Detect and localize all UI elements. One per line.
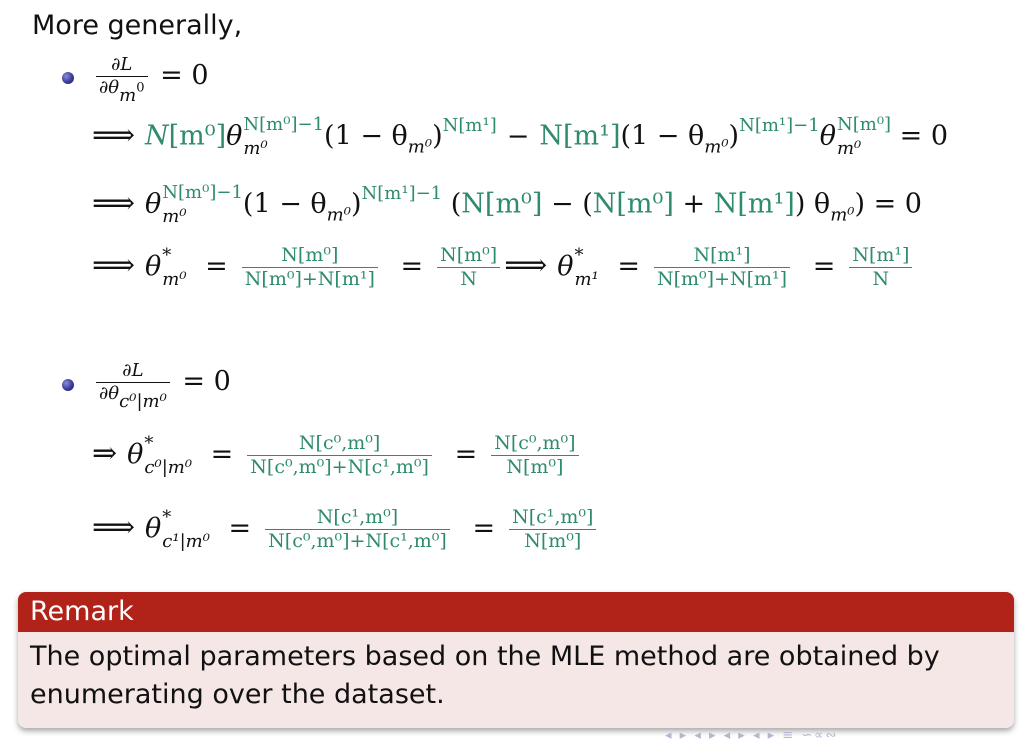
beamer-navigation-bar[interactable]: ◂ ▸ ◂ ▸ ◂ ▸ ◂ ▸ ≡ ∽∝∾ (665, 728, 839, 743)
equation-line-5: ⟹ θ * c¹|m⁰ = $\frac{\text{N[c¹,m⁰]}}{\text{N[c⁰,m⁰]+N[c¹,m⁰]}}$ = $\frac{\text{N[c¹,m⁰]}}{\text{N[m⁰]}}$ (92, 508, 600, 551)
equation-line-1: ⟹ N[m⁰]θ N[m⁰]−1 m⁰ $(1 - \theta_{m^0})^{N[m^1]} - N[m^1](1 - \theta_{m^0})^{N[m^1]-1}\theta$ N[m⁰] m⁰ = 0 (92, 114, 949, 159)
remark-title: Remark (18, 592, 1014, 632)
intro-text: More generally, (32, 10, 243, 41)
bullet-2 (62, 379, 74, 391)
equation-line-2: ⟹ θ N[m⁰]−1 m⁰ $(1 - \theta_{m^0})^{N[m^1]-1}$ (N[m⁰] − (N[m⁰] + N[m¹]) $\theta_{m^0}) = 0$ (92, 182, 922, 227)
remark-line-1: The optimal parameters based on the MLE method are obtained by (30, 641, 940, 672)
remark-body (18, 632, 1014, 714)
derivative-theta-c0-m0: $\frac{\partial L}{\partial\theta_{c^0|m^0}}$ = 0 (92, 362, 231, 403)
equation-line-4: ⇒ θ * c⁰|m⁰ = $\frac{\text{N[c⁰,m⁰]}}{\text{N[c⁰,m⁰]+N[c¹,m⁰]}}$ = $\frac{\text{N[c⁰,m⁰]}}{\text{N[m⁰]}}$ (92, 434, 583, 477)
remark-block (18, 592, 1014, 728)
bullet-1 (62, 72, 74, 84)
remark-line-2: enumerating over the dataset. (30, 679, 445, 710)
derivative-theta-m0: $\frac{\partial L}{\partial\theta_{m^0}}$ = 0 (92, 56, 209, 97)
equation-line-3: ⟹ θ * m⁰ = $\frac{\text{N[m⁰]}}{\text{N[m⁰]+N[m¹]}}$ = $\frac{\text{N[m⁰]}}{N}$ ⟹ θ * m¹ = $\frac{\text{N[m¹]}}{\text{N[m⁰]+N[m¹]}}$ = $\frac{\text{N[m¹]}}{N}$ (92, 246, 916, 289)
